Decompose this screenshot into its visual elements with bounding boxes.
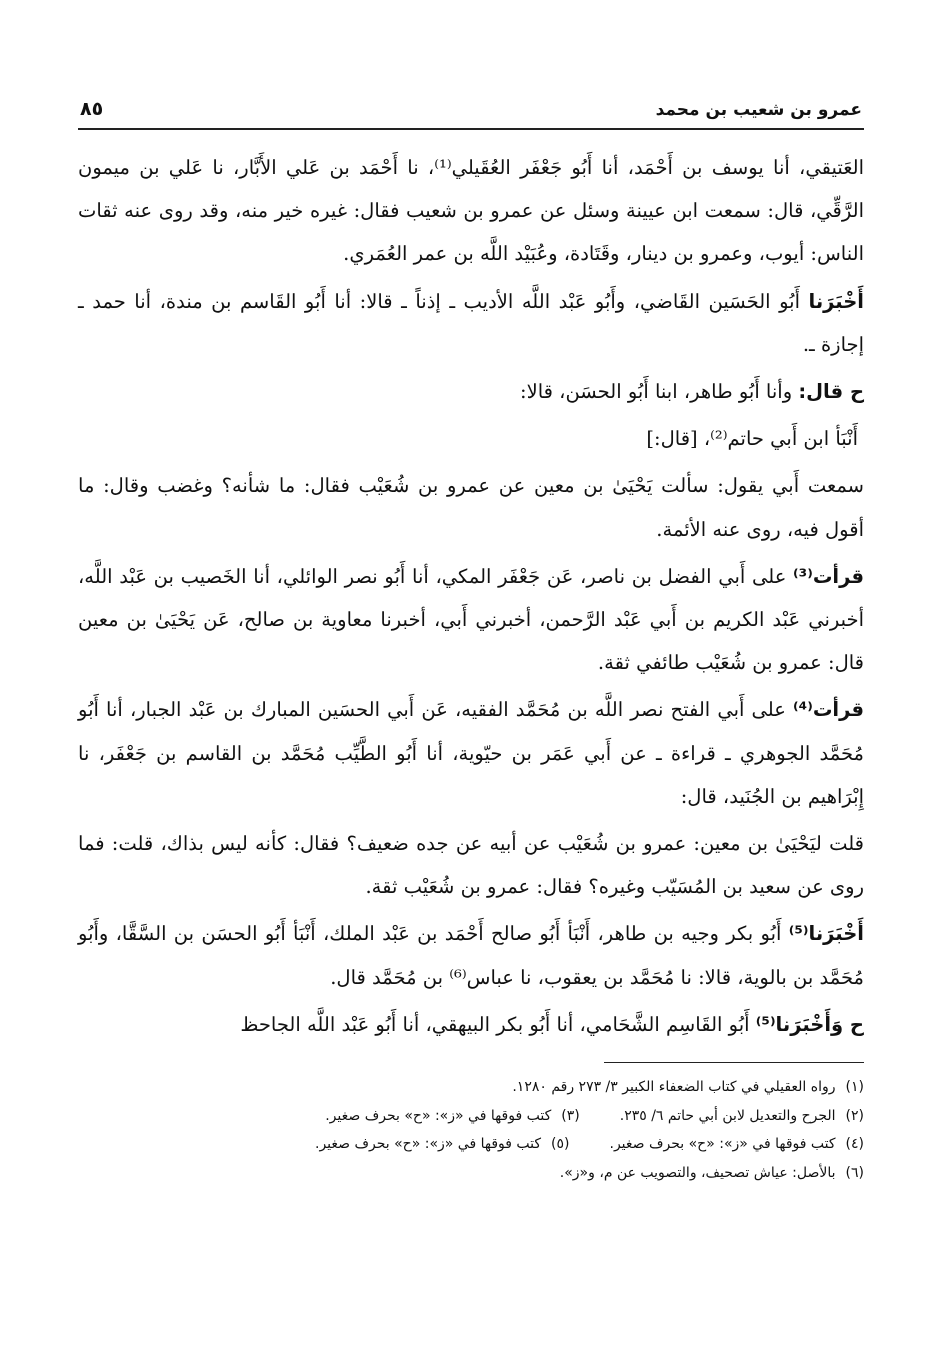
paragraph-text: أَنْبَأ ابن أَبي حاتم⁽²⁾، [قال:] [646, 427, 858, 451]
footnote-text: كتب فوقها في «ز»: «ح» بحرف صغير. [315, 1136, 542, 1153]
footnote [325, 1102, 580, 1131]
footnote-text: كتب فوقها في «ز»: «ح» بحرف صغير. [325, 1107, 552, 1124]
paragraph-text: وأنا أَبُو طاهر، ابنا أَبُو الحسَن، قالا: [520, 380, 799, 404]
page-header [78, 92, 864, 130]
paragraph [78, 417, 864, 460]
footnote-number: (٤) [845, 1136, 864, 1153]
footnote-number: (٣) [561, 1107, 580, 1124]
page-number: ٨٥ [80, 98, 104, 120]
paragraph [78, 1003, 864, 1046]
footnote [610, 1130, 865, 1159]
footnotes [78, 1073, 864, 1187]
paragraph-text: أَبُو القَاسِم الشَّحَامي، أنا أَبُو بكر البيهقي، أنا أَبُو عَبْد اللَّه الجاحظ [240, 1012, 756, 1036]
paragraph [78, 280, 864, 366]
paragraph-lead: أَخْبَرَنا⁽⁵⁾ [788, 922, 864, 946]
footnote-row [78, 1073, 864, 1102]
footnote [315, 1130, 570, 1159]
footnote [620, 1102, 864, 1131]
footnote-text: الجرح والتعديل لابن أبي حاتم ٦/ ٢٣٥. [619, 1107, 836, 1124]
footnote-divider [604, 1062, 864, 1063]
paragraph [78, 822, 864, 908]
footnote-number: (١) [845, 1079, 864, 1096]
footnote [560, 1159, 864, 1188]
footnote-number: (٢) [845, 1107, 864, 1124]
footnote-text: بالأصل: عياش تصحيف، والتصويب عن م، و«ز». [559, 1164, 836, 1181]
paragraph-text: العَتيقي، أنا يوسف بن أَحْمَد، أنا أَبُو جَعْفَر العُقَيلي⁽¹⁾، نا أَحْمَد بن عَلي الأَبَّار، نا عَلي بن ميمون الرَّقِّي، قال: سمعت ابن عيينة وسئل عن عمرو بن شعيب فقال: غيره خير منه، وقد روى عنه ثقات الناس: أيوب، وعمرو بن دينار، وقَتَادة، وعُبَيْد اللَّه بن عمر العُمَري. [78, 156, 864, 266]
paragraph-text: على أَبي الفضل بن ناصر، عَن جَعْفَر المكي، أنا أَبُو نصر الوائلي، أنا الخَصيب بن عَبْد اللَّه، أخبرني عَبْد الكريم بن أَبي عَبْد الرَّحمن، أخبرني أَبي، أخبرنا معاوية بن صالح، عَن يَحْيَىٰ بن معين قال: عمرو بن شُعَيْب طائفي ثقة. [78, 564, 864, 675]
main-text [78, 146, 864, 1046]
paragraph [78, 146, 864, 276]
paragraph-lead: ح قال: [798, 380, 864, 404]
paragraph-lead: ح وَأَخْبَرَنا⁽⁵⁾ [755, 1012, 864, 1036]
paragraph-text: أَبُو الحَسَين القَاضي، وأَبُو عَبْد اللَّه الأديب ـ إذناً ـ قالا: أنا أَبُو القَاسم بن مندة، أنا حمد ـ إجازة ـ. [78, 289, 864, 356]
footnote-number: (٦) [845, 1164, 864, 1181]
paragraph-lead: أَخْبَرَنا [808, 289, 864, 313]
paragraph-text: سمعت أَبي يقول: سألت يَحْيَىٰ بن معين عن عمرو بن شُعَيْب فقال: ما شأنه؟ وغضب وقال: ما أقول فيه، روى عنه الأئمة. [78, 474, 864, 541]
running-title: عمرو بن شعيب بن محمد [655, 100, 862, 120]
footnote-row [78, 1130, 864, 1159]
footnote-row [78, 1159, 864, 1188]
paragraph [78, 555, 864, 685]
paragraph [78, 370, 864, 413]
footnote-row [78, 1102, 864, 1131]
paragraph-lead: قرأت⁽⁴⁾ [793, 698, 864, 722]
paragraph [78, 688, 864, 818]
footnote-number: (٥) [551, 1136, 570, 1153]
paragraph-text: قلت ليَحْيَىٰ بن معين: عمرو بن شُعَيْب عن أبيه عن جده ضعيف؟ فقال: كأنه ليس بذاك، قلت: فما روى عن سعيد بن المُسَيّب وغيره؟ فقال: عمرو بن شُعَيْب ثقة. [78, 832, 864, 899]
book-page [78, 92, 864, 1312]
paragraph-lead: قرأت⁽³⁾ [793, 564, 864, 588]
paragraph-text: أَبُو بكر وجيه بن طاهر، أَنْبَأ أَبُو صالح أَحْمَد بن عَبْد الملك، أَنْبَأ أَبُو الحسَن بن السَّقَّا، وأَبُو مُحَمَّد بن بالوية، قالا: نا مُحَمَّد بن يعقوب، نا عباس⁽⁶⁾ بن مُحَمَّد قال. [78, 922, 864, 989]
paragraph [78, 912, 864, 998]
footnote-text: رواه العقيلي في كتاب الضعفاء الكبير ٣/ ٢٧٣ رقم ١٢٨٠. [512, 1079, 836, 1096]
paragraph [78, 464, 864, 550]
paragraph-text: على أَبي الفتح نصر اللَّه بن مُحَمَّد الفقيه، عَن أَبي الحسَين المبارك بن عَبْد الجبار، أنا أَبُو مُحَمَّد الجوهري ـ قراءة ـ عن أَبي عَمَر بن حيّوية، أنا أَبُو الطَّيِّب مُحَمَّد بن القاسم بن جَعْفَر، نا إِبْرَاهيم بن الجُنَيد، قال: [78, 698, 864, 808]
footnote [512, 1073, 864, 1102]
footnote-text: كتب فوقها في «ز»: «ح» بحرف صغير. [609, 1136, 836, 1153]
